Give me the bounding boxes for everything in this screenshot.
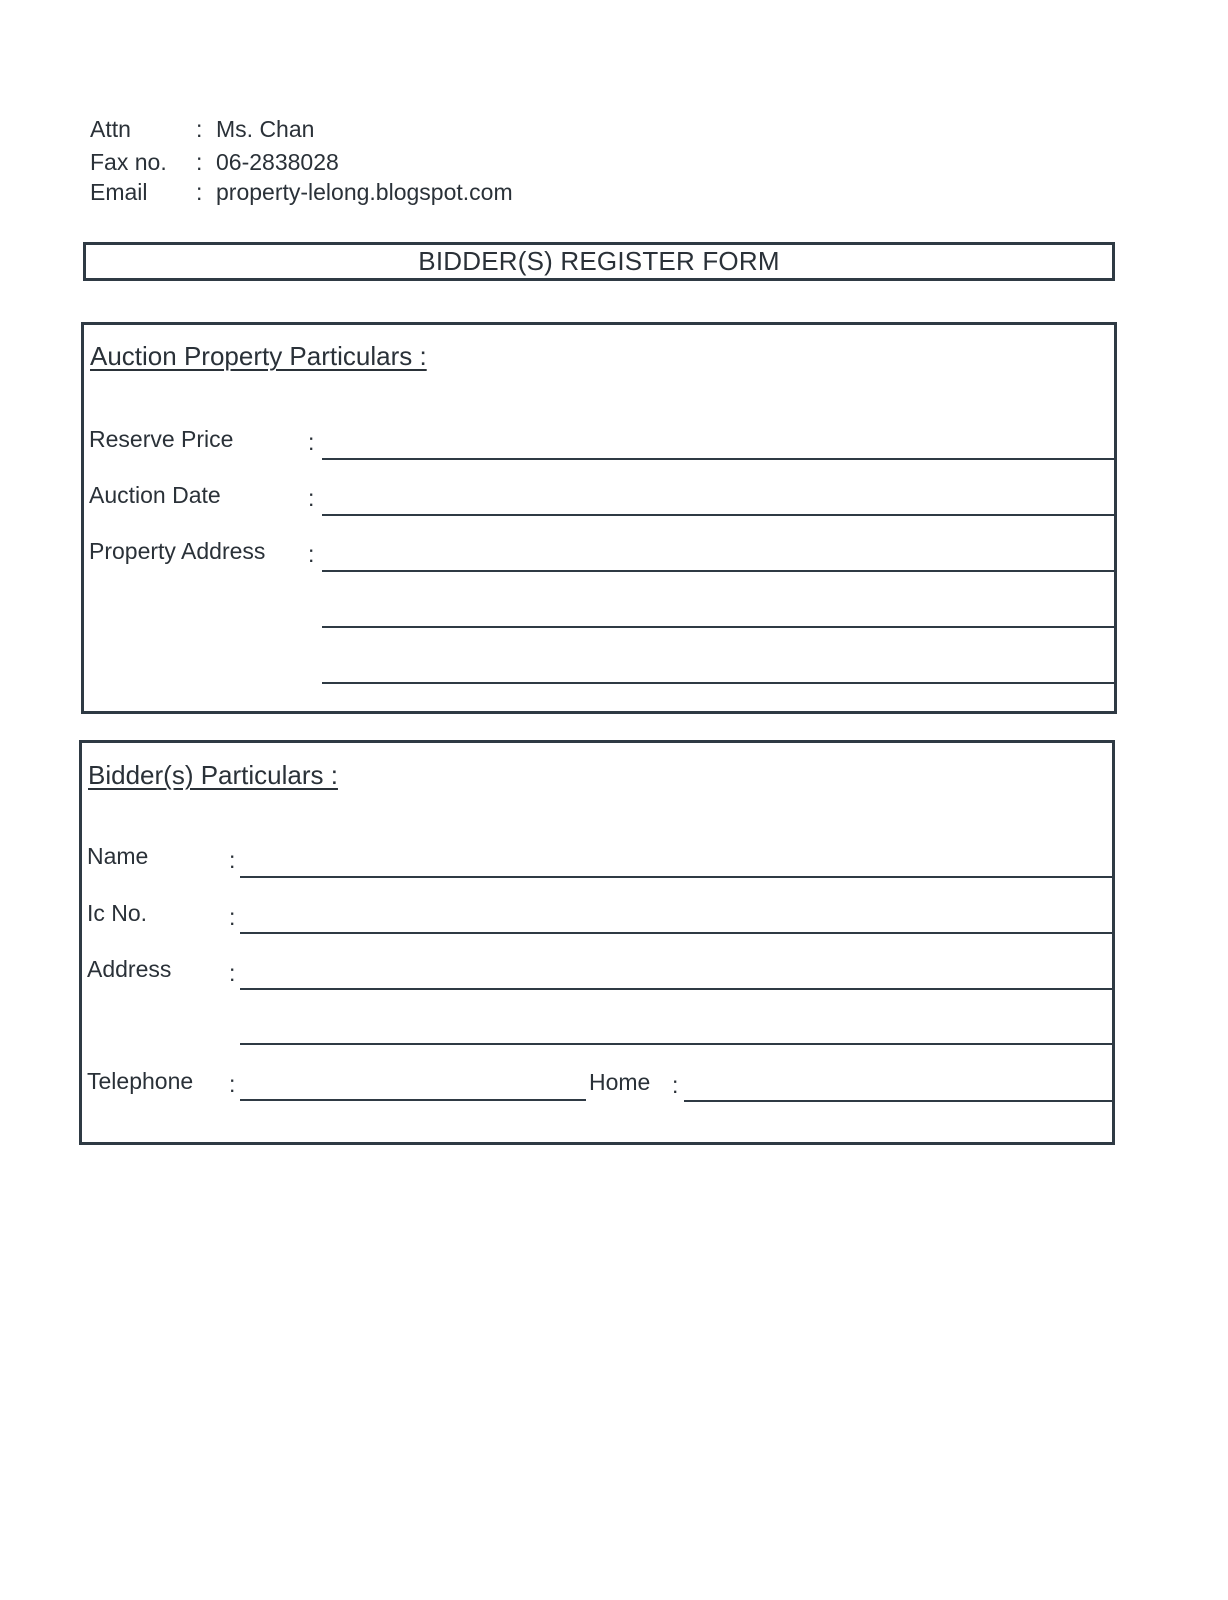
email-value: property-lelong.blogspot.com	[216, 179, 513, 205]
attn-colon: :	[196, 116, 203, 142]
auction-date-line[interactable]	[322, 514, 1114, 516]
auction-date-label: Auction Date	[89, 482, 221, 508]
ic-no-colon: :	[229, 904, 236, 930]
auction-date-colon: :	[308, 485, 315, 511]
home-line[interactable]	[684, 1100, 1113, 1102]
attn-label: Attn	[90, 116, 131, 142]
address-line-2[interactable]	[240, 1043, 1113, 1045]
property-address-line-2[interactable]	[322, 626, 1114, 628]
email-colon: :	[196, 179, 203, 205]
auction-property-section	[81, 322, 1117, 714]
property-address-label: Property Address	[89, 538, 266, 564]
name-line[interactable]	[240, 876, 1113, 878]
fax-colon: :	[196, 149, 203, 175]
form-title-box	[83, 242, 1115, 281]
address-colon: :	[229, 960, 236, 986]
name-colon: :	[229, 847, 236, 873]
fax-value: 06-2838028	[216, 149, 339, 175]
telephone-colon: :	[229, 1071, 236, 1097]
email-label: Email	[90, 179, 148, 205]
address-label: Address	[87, 956, 172, 982]
property-address-line-3[interactable]	[322, 682, 1114, 684]
name-label: Name	[87, 843, 149, 869]
bidder-section-heading: Bidder(s) Particulars :	[88, 760, 338, 790]
reserve-price-line[interactable]	[322, 458, 1114, 460]
ic-no-label: Ic No.	[87, 900, 148, 926]
property-address-line-1[interactable]	[322, 570, 1114, 572]
fax-label: Fax no.	[90, 149, 167, 175]
reserve-price-colon: :	[308, 429, 315, 455]
form-title: BIDDER(S) REGISTER FORM	[418, 246, 780, 276]
reserve-price-label: Reserve Price	[89, 426, 234, 452]
telephone-line[interactable]	[240, 1099, 586, 1101]
ic-no-line[interactable]	[240, 932, 1113, 934]
property-address-colon: :	[308, 541, 315, 567]
telephone-label: Telephone	[87, 1068, 194, 1094]
attn-value: Ms. Chan	[216, 116, 315, 142]
address-line-1[interactable]	[240, 988, 1113, 990]
auction-section-heading: Auction Property Particulars :	[90, 341, 427, 371]
home-colon: :	[672, 1072, 679, 1098]
home-label: Home	[589, 1069, 651, 1095]
